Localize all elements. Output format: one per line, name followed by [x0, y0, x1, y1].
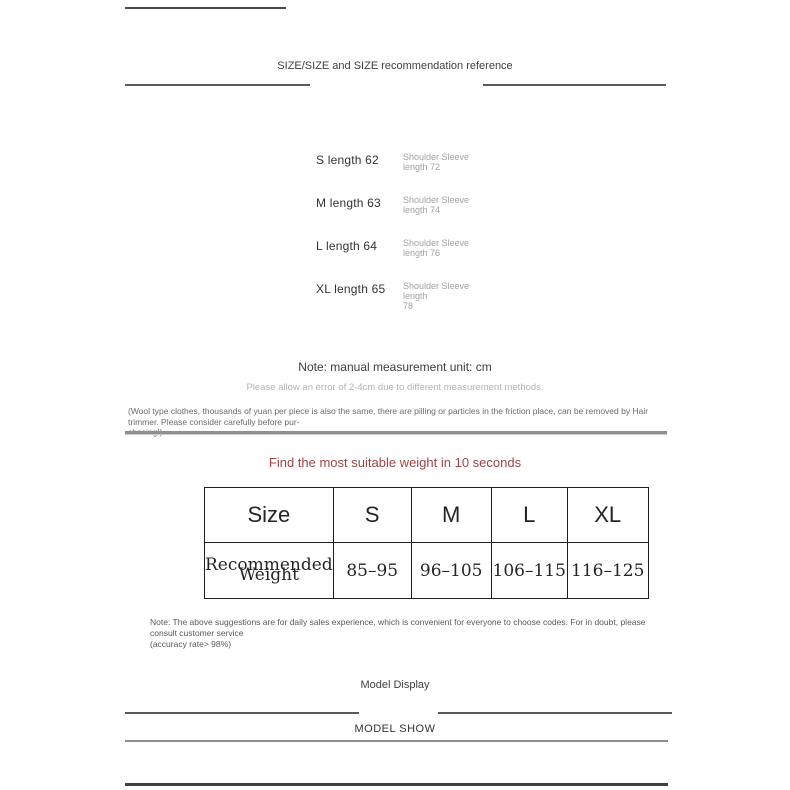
model-show-divider-right [438, 712, 672, 714]
size-row-main-label: XL length 65 [316, 282, 386, 296]
table-value-m: 96–105 [411, 543, 491, 599]
header-divider-right [483, 84, 666, 86]
table-header-s: S [333, 488, 411, 543]
measurement-error-note: Please allow an error of 2-4cm due to different measurement methods. [246, 382, 544, 393]
table-value-row [205, 543, 649, 599]
size-row-main-label: S length 62 [316, 153, 379, 167]
size-row-sub-line1: Shoulder Sleeve length 72 [403, 152, 470, 172]
size-row-xl [316, 280, 676, 310]
size-row-sub-line1: Shoulder Sleeve length 74 [403, 195, 470, 215]
size-row-sub-label [403, 238, 493, 258]
header-divider-left [125, 84, 310, 86]
size-row-sub-label [403, 281, 493, 311]
table-value-xl: 116–125 [567, 543, 648, 599]
size-row-sub-label [403, 195, 493, 215]
size-reference-title: SIZE/SIZE and SIZE recommendation reference [277, 60, 513, 72]
section-divider-line [125, 431, 667, 435]
table-row-label: Recommended Weight [205, 543, 334, 599]
wool-care-note-line1: (Wool type clothes, thousands of yuan per piece is also the same, there are pilling or particles in the friction place, can be removed by Hair trimmer. Please consider carefully before pur- [128, 406, 649, 427]
size-row-sub-line1: Shoulder Sleeve length [403, 281, 470, 301]
size-row-sub-line1: Shoulder Sleeve length 76 [403, 238, 470, 258]
measurement-unit-note: Note: manual measurement unit: cm [298, 360, 492, 374]
table-header-l: L [491, 488, 567, 543]
size-row-m [316, 194, 676, 224]
size-row-sub-label [403, 152, 493, 172]
table-header-xl: XL [567, 488, 648, 543]
model-display-label: Model Display [360, 679, 430, 691]
weight-recommendation-table [204, 487, 649, 599]
table-value-l: 106–115 [491, 543, 567, 599]
suggestion-note [150, 617, 662, 650]
size-row-main-label: M length 63 [316, 196, 381, 210]
size-row-s [316, 151, 676, 181]
size-row-main-label: L length 64 [316, 239, 378, 253]
model-show-divider-left [125, 712, 359, 714]
table-header-m: M [411, 488, 491, 543]
suggestion-note-line1: Note: The above suggestions are for daily sales experience, which is convenient for everyone to choose codes. For in doubt, please consult customer service [150, 617, 646, 638]
weight-section-title: Find the most suitable weight in 10 seconds [268, 455, 522, 470]
table-header-size: Size [205, 488, 334, 543]
model-show-heading: MODEL SHOW [354, 723, 436, 735]
size-row-l [316, 237, 676, 267]
bottom-edge-divider-line [125, 783, 668, 786]
table-value-s: 85–95 [333, 543, 411, 599]
top-edge-divider-line [125, 7, 286, 9]
size-row-sub-line2: 78 [403, 301, 414, 311]
suggestion-note-line2: (accuracy rate> 98%) [150, 639, 232, 649]
model-show-underline [125, 740, 668, 742]
table-header-row [205, 488, 649, 543]
